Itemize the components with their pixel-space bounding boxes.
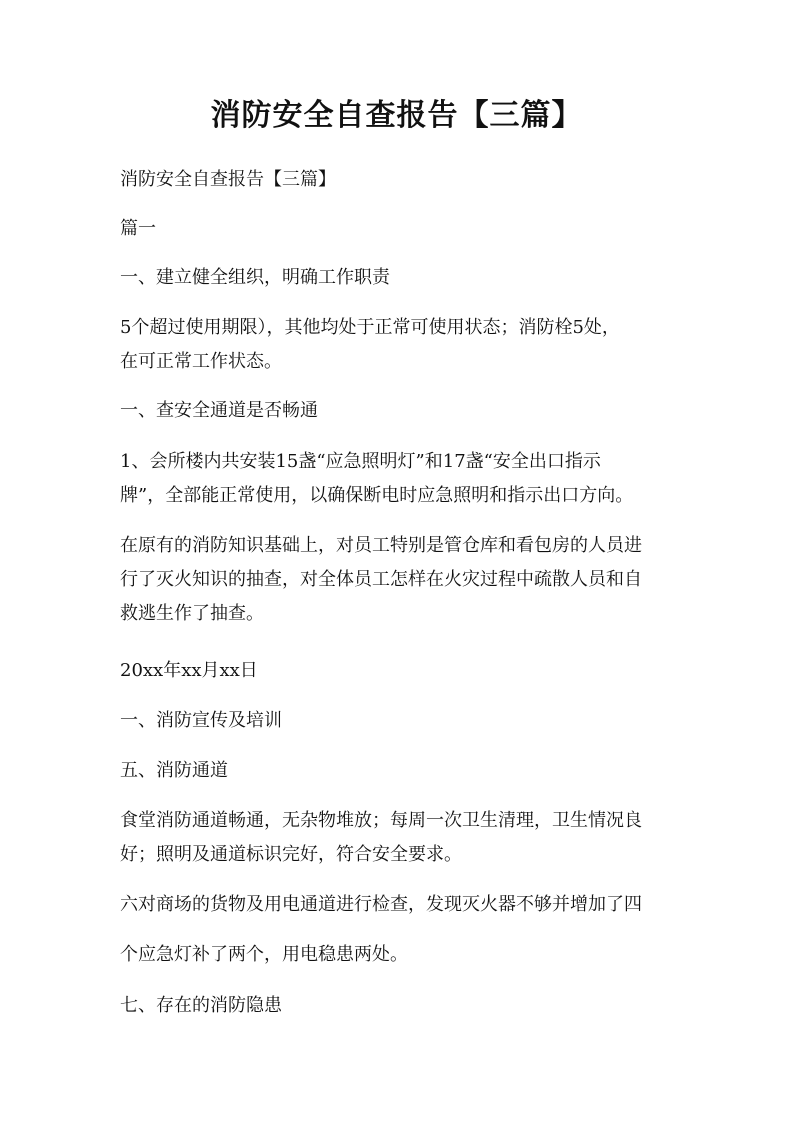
text-line: 救逃生作了抽查。: [120, 603, 264, 624]
text-line: 在可正常工作状态。: [120, 351, 282, 372]
paragraph-body: [120, 445, 680, 513]
text-line: 食堂消防通道畅通，无杂物堆放；每周一次卫生清理，卫生情况良: [120, 810, 642, 831]
paragraph-section-one: [120, 212, 680, 246]
text-line: 消防安全自查报告【三篇】: [120, 169, 336, 190]
paragraph-body: [120, 529, 680, 631]
text-line: 六对商场的货物及用电通道进行检查，发现灭火器不够并增加了四: [120, 894, 642, 915]
text-line: 七、存在的消防隐患: [120, 995, 282, 1016]
text-line: 行了灭火知识的抽查，对全体员工怎样在火灾过程中疏散人员和自: [120, 569, 642, 590]
text-line: 一、建立健全组织，明确工作职责: [120, 267, 390, 288]
paragraph-subtitle: [120, 163, 680, 197]
paragraph-heading: [120, 394, 680, 428]
paragraph-heading: [120, 754, 680, 788]
paragraph-date: [120, 654, 680, 688]
text-line: 一、查安全通道是否畅通: [120, 400, 318, 421]
text-line: 五、消防通道: [120, 760, 228, 781]
text-line: 5个超过使用期限），其他均处于正常可使用状态；消防栓5处，: [120, 317, 620, 338]
paragraph-body: [120, 804, 680, 872]
paragraph-body: [120, 311, 680, 379]
text-line: 牌”，全部能正常使用，以确保断电时应急照明和指示出口方向。: [120, 485, 634, 506]
text-line: 好；照明及通道标识完好，符合安全要求。: [120, 844, 462, 865]
text-line: 1、会所楼内共安装15盏“应急照明灯”和17盏“安全出口指示: [120, 451, 601, 472]
text-line: 在原有的消防知识基础上，对员工特别是管仓库和看包房的人员进: [120, 535, 642, 556]
text-line: 一、消防宣传及培训: [120, 710, 282, 731]
text-line: 篇一: [120, 218, 156, 239]
document-title: 消防安全自查报告【三篇】: [210, 98, 583, 133]
paragraph-heading: [120, 261, 680, 295]
paragraph-body: [120, 888, 680, 922]
paragraph-body: [120, 938, 680, 972]
text-line: 20xx年xx月xx日: [120, 660, 258, 681]
paragraph-heading: [120, 704, 680, 738]
paragraph-heading: [120, 989, 680, 1023]
text-line: 个应急灯补了两个，用电稳患两处。: [120, 944, 408, 965]
